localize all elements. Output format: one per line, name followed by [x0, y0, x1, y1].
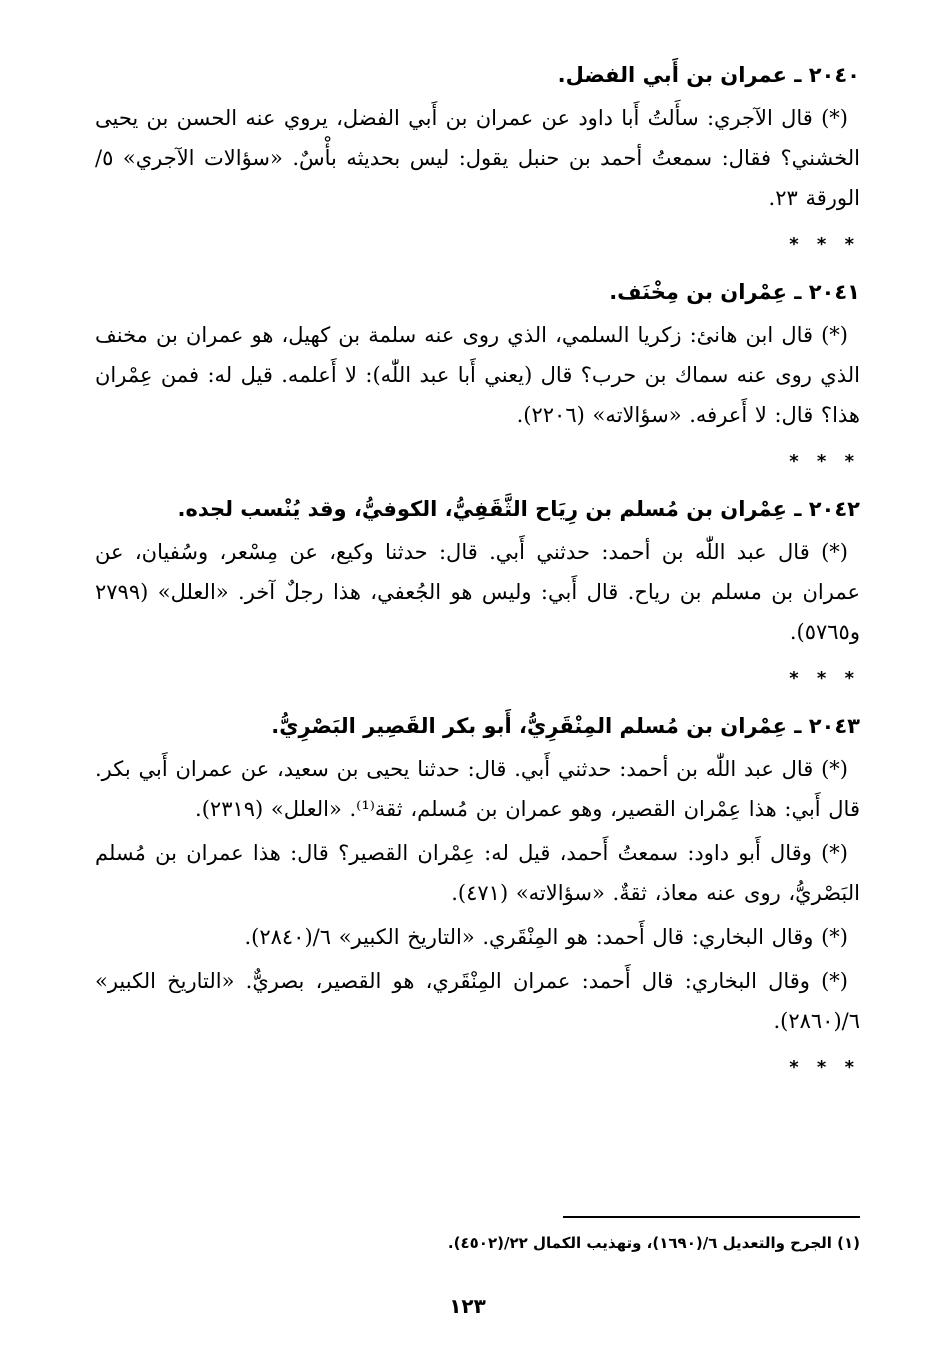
entry-title: ٢٠٤٣ ـ عِمْران بن مُسلم المِنْقَرِيُّ، أَبو بكر القَصِير البَصْرِيُّ.: [271, 714, 860, 738]
section-separator: * * *: [789, 668, 860, 689]
page-number: ١٢٣: [449, 1294, 486, 1318]
entry-paragraph: (*) قال الآجري: سأَلتُ أَبا داود عن عمران بن أَبي الفضل، يروي عنه الحسن بن يحيى الخشني؟ فقال: سمعتُ أحمد بن حنبل يقول: ليس بحديثه بأْسٌ. «سؤالات الآجري» ٥/الورقة ٢٣.: [95, 106, 860, 210]
entry-paragraph: (*) وقال البخاري: قال أَحمد: عمران المِنْقَري، هو القصير، بصريٌّ. «التاريخ الكبير» ٦/(٢٨٦٠).: [95, 969, 860, 1033]
entry-2043: [95, 709, 860, 1041]
section-separator: * * *: [789, 234, 860, 255]
entry-title: ٢٠٤٢ ـ عِمْران بن مُسلم بن رِيَاح الثَّقَفِيُّ، الكوفيُّ، وقد يُنْسب لجده.: [177, 497, 860, 521]
entry-2042: [95, 492, 860, 652]
entry-paragraph: (*) وقال أَبو داود: سمعتُ أَحمد، قيل له: عِمْران القصير؟ قال: هذا عمران بن مُسلم البَصْريُّ، روى عنه معاذ، ثقةٌ. «سؤالاته» (٤٧١).: [95, 841, 860, 905]
entry-title: ٢٠٤١ ـ عِمْران بن مِخْنَف.: [609, 280, 860, 304]
entry-paragraph: (*) وقال البخاري: قال أَحمد: هو المِنْقَري. «التاريخ الكبير» ٦/(٢٨٤٠).: [244, 925, 848, 949]
entry-paragraph: (*) قال ابن هانئ: زكريا السلمي، الذي روى عنه سلمة بن كهيل، هو عمران بن مخنف الذي روى عنه سماك بن حرب؟ قال (يعني أَبا عبد اللّٰه): لا أَعلمه. قيل له: فمن عِمْران هذا؟ قال: لا أَعرفه. «سؤالاته» (٢٢٠٦).: [95, 323, 860, 427]
entry-2041: [95, 275, 860, 435]
footnote: (١) الجرح والتعديل ٦/(١٦٩٠)، وتهذيب الكمال ٢٢/(٤٥٠٢).: [447, 1234, 860, 1252]
section-separator: * * *: [789, 1057, 860, 1078]
entry-paragraph: (*) قال عبد اللّٰه بن أحمد: حدثني أَبي. قال: حدثنا يحيى بن سعيد، عن عمران أَبي بكر. قال أَبي: هذا عِمْران القصير، وهو عمران بن مُسلم، ثقة⁽¹⁾. «العلل» (٢٣١٩).: [95, 757, 860, 821]
footnote-divider: [563, 1216, 860, 1218]
entry-2040: [95, 58, 860, 218]
section-separator: * * *: [789, 451, 860, 472]
entry-title: ٢٠٤٠ ـ عمران بن أَبي الفضل.: [557, 63, 860, 87]
entry-paragraph: (*) قال عبد اللّٰه بن أحمد: حدثني أَبي. قال: حدثنا وكيع، عن مِسْعر، وسُفيان، عن عمران بن مسلم بن رياح. قال أَبي: وليس هو الجُعفي، هذا رجلٌ آخر. «العلل» (٢٧٩٩ و٥٧٦٥).: [95, 540, 860, 644]
page-body: [95, 58, 860, 1098]
